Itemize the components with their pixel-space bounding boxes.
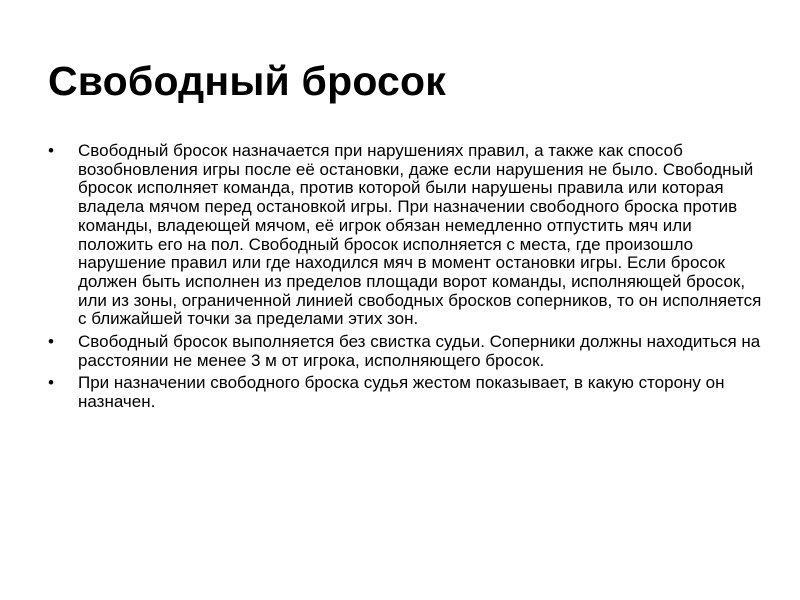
bullet-item — [48, 374, 768, 411]
bullet-list — [48, 142, 760, 412]
slide-title: Свободный бросок — [48, 58, 446, 104]
bullet-text: Свободный бросок назначается при нарушениях правил, а также как способ возобновления игры после её остановки, даже если нарушения не было. Свободный бросок исполняет команда, против которой были нарушены правила или которая владела мячом перед остановкой игры. При назначении свободного броска против команды, владеющей мячом, её игрок обязан немедленно отпустить мяч или положить его на пол. Свободный бросок исполняется с места, где произошло нарушение правил или где находился мяч в момент остановки игры. Если бросок должен быть исполнен из пределов площади ворот команды, исполняющей бросок, или из зоны, ограниченной линией свободных бросков соперников, то он исполняется с ближайшей точки за пределами этих зон. — [78, 141, 762, 329]
bullet-item — [48, 142, 768, 329]
bullet-dot-icon: • — [48, 332, 54, 352]
bullet-dot-icon: • — [48, 141, 54, 160]
bullet-text: При назначении свободного броска судья жестом показывает, в какую сторону он назначен. — [78, 373, 725, 412]
bullet-dot-icon: • — [48, 373, 54, 393]
bullet-text: Свободный бросок выполняется без свистка судьи. Соперники должны находиться на расстоянии не менее 3 м от игрока, исполняющего бросок. — [78, 332, 761, 370]
bullet-item — [48, 333, 768, 370]
